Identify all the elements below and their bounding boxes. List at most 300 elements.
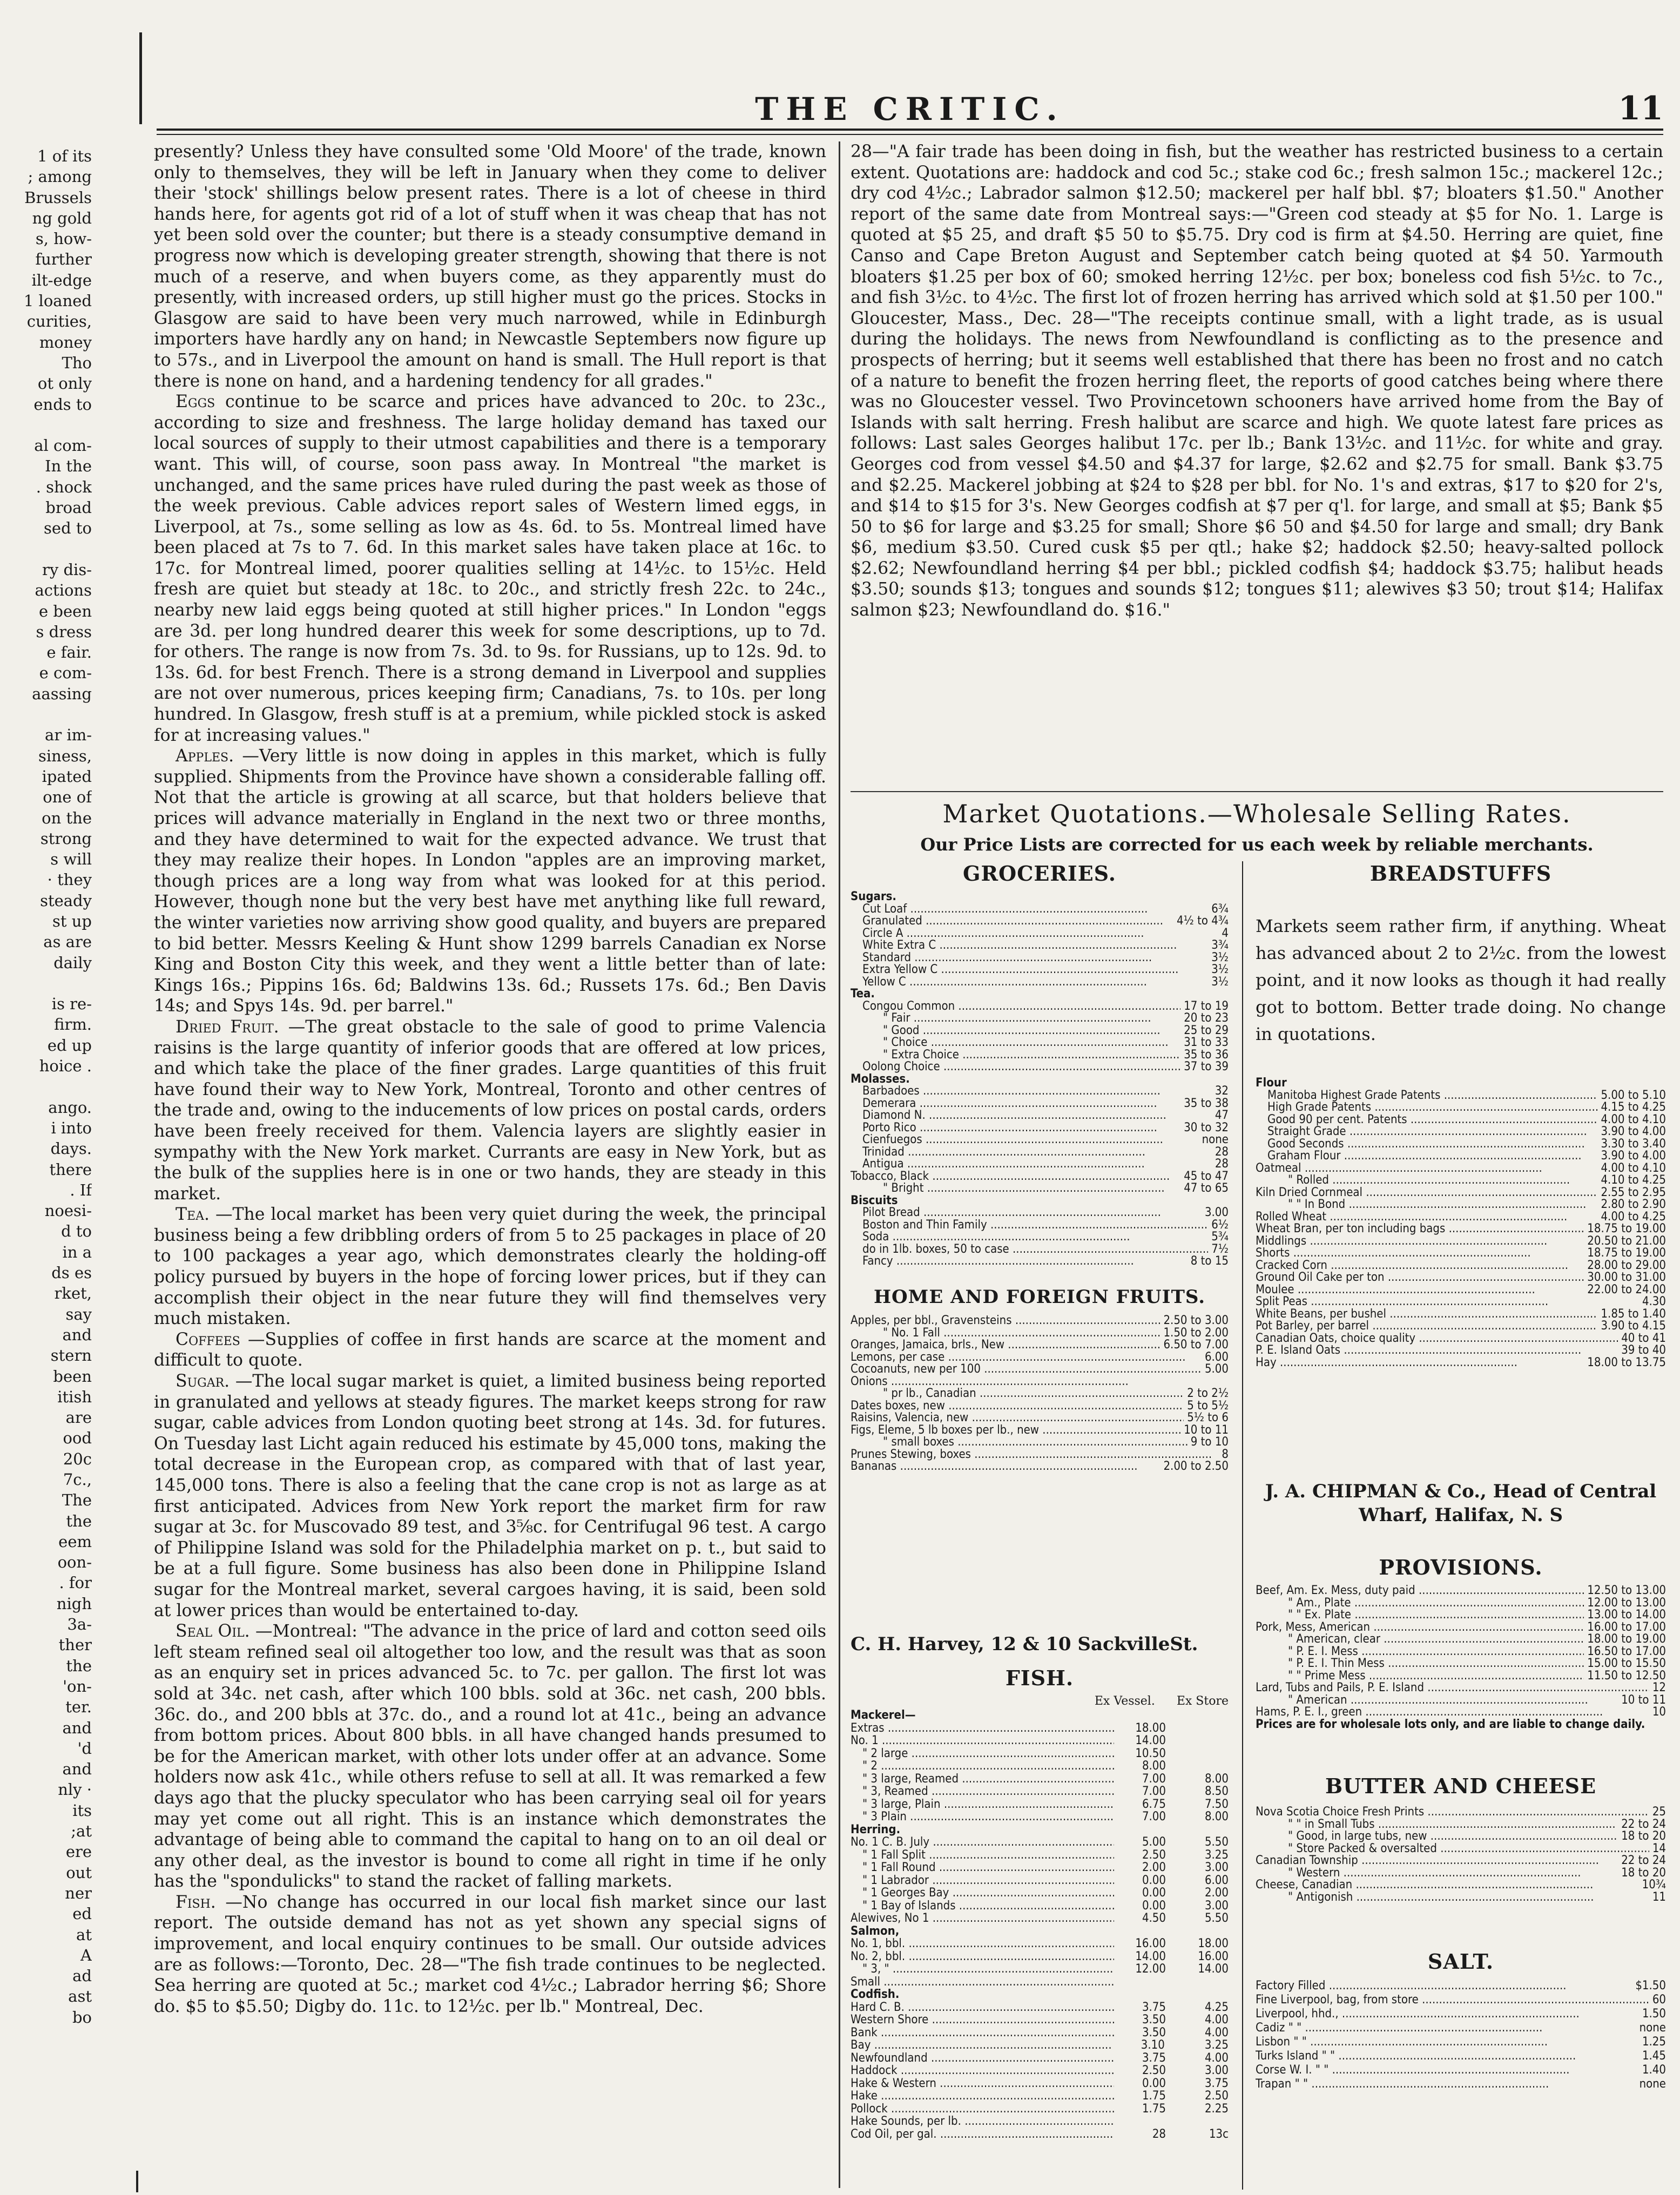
fragment-line: Tho <box>62 353 92 372</box>
fragment-line: and <box>62 1760 92 1779</box>
price-item-value: 12.50 to 13.00 <box>1587 1584 1666 1597</box>
price-row <box>851 891 1229 903</box>
price-item-value <box>1007 1988 1058 2001</box>
fragment-line: s, how- <box>35 229 92 248</box>
price-item-label: " 2 ..... <box>851 1760 1114 1773</box>
price-item-value: 6.75 <box>1142 1797 1166 1811</box>
price-item-label: " American, clear ..... <box>1256 1633 1584 1646</box>
price-row <box>851 1900 1229 1913</box>
fragment-line: actions <box>35 581 92 600</box>
price-item-value: none <box>1639 2021 1666 2035</box>
price-row <box>1256 1320 1666 1333</box>
price-item-label: Canadian Oats, choice quality ..... <box>1256 1333 1618 1345</box>
price-item-value: 12.00 <box>1135 1962 1166 1976</box>
price-item-value: 22 to 24 <box>1621 1817 1666 1831</box>
price-item-value: 14.00 <box>1135 1734 1166 1747</box>
price-item-value: 4.10 to 4.25 <box>1601 1173 1666 1187</box>
price-item-value: 11 <box>1652 1890 1666 1904</box>
fragment-line: . shock <box>36 477 92 496</box>
price-item-value: $1.50 <box>1635 1979 1666 1993</box>
price-item-value: 1.40 <box>1642 2063 1666 2077</box>
price-item-value: 4.00 to 4.10 <box>1601 1112 1666 1126</box>
market-quotations-subtitle: Our Price Lists are corrected for us each week by reliable merchants. <box>920 834 1594 855</box>
price-row <box>1256 1806 1666 1819</box>
price-row <box>1256 2049 1666 2063</box>
article-paragraph: 28—"A fair trade has been doing in fish, but the weather has restricted business to a certain extent. Quotations are: haddock and cod 5c.; stake cod 6c.; fresh salmon 15c.; mackerel 12c.; dry cod 4½c.; Labrador salmon $12.50; mackerel per half bbl. $7; bloaters $1.50." Another report of the same date from Montreal says:—"Green cod steady at $5 for No. 1. Large is quoted at $5 25, and draft $5 50 to $5.75. Dry cod is firm at $4.50. Herring are quiet, fine Canso and Cape Breton August and September catch being quoted at $4 50. Yarmouth bloaters $1.25 per box of 60; smoked herring 12½c. per box; boneless cod fish 5½c. to 7c., and fish 3½c. to 4½c. The first lot of frozen herring has arrived which sold at $1.50 per 100." Gloucester, Mass., Dec. 28—"The receipts continue small, with a light trade, as is usual during the holidays. The news from Newfoundland is conflicting as to the presence and prospects of herring; but it seems well established that there has been no frost and no catch of a nature to benefit the frozen herring fleet, the reports of good catches being where there was no Gloucester vessel. Two Provincetown schooners have arrived home from the Bay of Islands with salt herring. Fresh halibut are scarce and high. We quote latest fare prices as follows: Last sales Georges halibut 17c. per lb.; Bank 13½c. and 11½c. for white and gray. Georges cod from vessel $4.50 and $4.37 for large, $2.62 and $2.75 for small. Bank $3.75 and $2.25. Mackerel jobbing at $24 to $28 per bbl. for No. 1's and extras, $17 to $20 for 2's, and $14 to $15 for 3's. New Georges codfish at $7 per q'l. for large, and small at $5; Bank $5 50 to $6 for large and $3.25 for small; Shore $6 50 and $4.50 for large and small; dry Bank $6, medium $3.50. Cured cusk $5 per qtl.; hake $2; haddock $2.50; heavy-salted pollock $2.62; Newfoundland herring $4 per bbl.; pickled codfish $4; haddock $3.75; halibut heads $3.50; sounds $13; tongues and sounds $12; tongues $11; alewives $3 50; trout $14; Halifax salmon $23; Newfoundland do. $16." <box>851 142 1663 620</box>
fragment-line: s will <box>50 850 92 869</box>
price-item-value: none <box>1202 1133 1229 1146</box>
price-item-label: " 3, Reamed ..... <box>851 1785 1114 1798</box>
price-item-value: 18.00 <box>1135 1721 1166 1735</box>
fragment-line: stern <box>50 1346 92 1365</box>
price-item-store-value: 4.00 <box>1204 2013 1229 2027</box>
price-item-label: Standard ..... <box>851 952 1152 964</box>
fragment-line: ner <box>65 1883 92 1902</box>
price-item-label: Fine Liverpool, bag, from store ..... <box>1256 1993 1649 2007</box>
price-item-value: 35 to 38 <box>1184 1096 1229 1110</box>
fragment-line: In the <box>45 457 92 476</box>
price-item-value: 6.00 <box>1204 1350 1229 1364</box>
price-item-label: " P. E. I. Mess ..... <box>1256 1646 1584 1658</box>
price-item-value: 0.00 <box>1142 1873 1166 1887</box>
price-row <box>1256 1585 1666 1597</box>
fragment-line: 1 loaned <box>23 292 92 310</box>
price-item-value: 18.00 to 13.75 <box>1587 1355 1666 1369</box>
fragment-line: s dress <box>36 622 92 641</box>
fruits-heading: HOME AND FOREIGN FRUITS. <box>873 1286 1206 1308</box>
price-item-value: 20 to 23 <box>1184 1011 1229 1025</box>
price-item-label: " Western ..... <box>1256 1867 1581 1880</box>
price-row <box>851 2052 1229 2065</box>
article-paragraph <box>154 1329 826 1371</box>
fragment-line: and <box>62 1718 92 1737</box>
article-column-1 <box>154 141 826 2188</box>
price-row <box>1256 1357 1666 1369</box>
price-item-label: Canadian Township ..... <box>1256 1855 1599 1867</box>
price-row <box>851 1874 1229 1887</box>
price-item-label: No. 1, bbl. ..... <box>851 1937 1114 1950</box>
price-item-value: 10 to 11 <box>1184 1423 1229 1437</box>
price-item-value: 25 to 29 <box>1184 1023 1229 1037</box>
price-item-store-value: 8.50 <box>1204 1785 1229 1798</box>
price-row <box>851 2115 1229 2128</box>
price-item-label: Tea. <box>851 988 875 1001</box>
price-row <box>1256 1077 1666 1090</box>
fragment-line: Brussels <box>24 188 92 207</box>
groceries-price-list <box>851 891 1229 1268</box>
fragment-line <box>0 704 92 725</box>
price-item-value: 3.75 <box>1142 2051 1166 2065</box>
price-item-value: 10 to 11 <box>1621 1693 1666 1707</box>
price-item-label: Bay ..... <box>851 2039 1112 2052</box>
price-item-store-value: 4.00 <box>1204 2051 1229 2065</box>
price-row <box>851 1937 1229 1950</box>
price-row <box>851 2090 1229 2103</box>
price-item-label: Prices are for wholesale lots only, and are liable to change daily. <box>1256 1718 1645 1731</box>
price-item-label: Hake & Western ..... <box>851 2077 1114 2090</box>
fragment-line <box>0 539 92 559</box>
price-row <box>851 1085 1229 1098</box>
price-item-value: 6½ <box>1211 1218 1229 1232</box>
fragment-line: and <box>62 1325 92 1344</box>
article-paragraph <box>154 1892 826 2017</box>
column-divider <box>1242 861 1243 2190</box>
fragment-line: . If <box>70 1180 92 1199</box>
price-row <box>851 2001 1229 2014</box>
price-item-label: " 1 Fall Round ..... <box>851 1861 1114 1874</box>
price-item-value: 4.00 to 4.10 <box>1601 1161 1666 1175</box>
price-row <box>851 1073 1229 1086</box>
price-item-label: Barbadoes ..... <box>851 1085 1161 1098</box>
price-item-label: No. 2, bbl. ..... <box>851 1950 1114 1963</box>
price-row <box>851 1244 1229 1256</box>
price-item-label: Lard, Tubs and Pails, P. E. Island ..... <box>1256 1682 1649 1694</box>
fragment-line: ere <box>65 1842 92 1861</box>
price-row <box>1256 1831 1666 1843</box>
price-item-label: " Store Packed & oversalted ..... <box>1256 1843 1649 1855</box>
price-row <box>1256 1174 1666 1187</box>
price-row <box>851 1424 1229 1437</box>
price-item-value: 1.25 <box>1642 2035 1666 2049</box>
price-item-value <box>1114 2115 1166 2128</box>
provisions-price-list <box>1256 1585 1666 1731</box>
paragraph-lead: Dried Fruit. <box>176 1017 279 1037</box>
fragment-line: days. <box>50 1139 92 1158</box>
price-item-value: 9 to 10 <box>1190 1435 1229 1449</box>
price-row <box>851 1219 1229 1232</box>
price-item-label: Manitoba Highest Grade Patents ..... <box>1256 1090 1597 1102</box>
paragraph-lead: Tea. <box>176 1205 210 1225</box>
price-item-value: 4½ to 4¾ <box>1177 914 1229 928</box>
price-row <box>851 1110 1229 1122</box>
fragment-line: eem <box>58 1532 92 1551</box>
price-item-value: 47 to 65 <box>1184 1181 1229 1195</box>
price-item-value: 8 <box>1222 1447 1229 1461</box>
price-item-value: 4.50 <box>1142 1912 1166 1925</box>
price-item-store-value <box>1166 1976 1229 1989</box>
fragment-line: d to <box>61 1222 92 1241</box>
breadstuffs-merchant-credit: J. A. CHIPMAN & Co., Head of Central Wharf, Halifax, N. S <box>1265 1481 1657 1526</box>
price-item-label: Corse W. I. " " ..... <box>1256 2063 1570 2077</box>
article-column-2 <box>851 141 1663 781</box>
price-row <box>851 1327 1229 1340</box>
price-item-label: " 3 Plain ..... <box>851 1811 1114 1823</box>
price-item-label: Antigua ..... <box>851 1158 1145 1171</box>
fragment-line: ds es <box>51 1264 92 1282</box>
price-row <box>851 1231 1229 1244</box>
price-item-store-value: 16.00 <box>1198 1949 1229 1963</box>
price-row <box>851 2103 1229 2116</box>
fragment-line: one of <box>43 788 92 807</box>
price-row <box>851 2027 1229 2039</box>
price-item-value: 39 to 40 <box>1621 1343 1666 1357</box>
page-margin-mark <box>139 32 142 124</box>
price-item-store-value: 2.25 <box>1204 2102 1229 2116</box>
price-item-value: 18.00 to 19.00 <box>1587 1632 1666 1646</box>
price-row <box>851 1158 1229 1171</box>
salt-price-list <box>1256 1979 1666 2091</box>
price-item-value: 28 <box>1215 1145 1229 1159</box>
price-item-label: Pilot Bread ..... <box>851 1207 1161 1219</box>
price-row <box>851 1709 1229 1722</box>
price-item-label: Lemons, per case ..... <box>851 1352 1186 1364</box>
paragraph-lead: Sugar. <box>176 1372 230 1392</box>
price-item-value: 5¾ <box>1211 1230 1229 1244</box>
fish-column-headers <box>851 1694 1229 1708</box>
price-item-value: 2.00 <box>1142 1861 1166 1874</box>
fragment-line: sed to <box>44 519 92 538</box>
fragment-line: its <box>72 1801 92 1820</box>
fragment-line: are <box>65 1408 92 1427</box>
price-row <box>851 1773 1229 1786</box>
price-item-label: Moulee ..... <box>1256 1284 1535 1296</box>
price-item-value: 11.50 to 12.50 <box>1587 1669 1666 1683</box>
price-item-value: 13.00 to 14.00 <box>1587 1608 1666 1622</box>
price-row <box>851 1037 1229 1049</box>
price-item-label: Biscuits <box>851 1194 898 1207</box>
price-row <box>851 1849 1229 1862</box>
price-row <box>1256 1670 1666 1683</box>
fragment-line: ar im- <box>45 726 92 745</box>
price-item-label: Porto Rico ..... <box>851 1122 1157 1134</box>
fragment-line: been <box>53 1367 92 1386</box>
price-item-value: 32 <box>1215 1084 1229 1098</box>
price-row <box>1256 1235 1666 1248</box>
price-item-store-value <box>1166 1760 1229 1773</box>
price-row <box>851 1400 1229 1413</box>
price-item-value: 17 to 19 <box>1184 999 1229 1013</box>
price-row <box>851 1963 1229 1976</box>
price-row <box>1256 1609 1666 1622</box>
fragment-line: bo <box>72 2008 92 2027</box>
article-paragraph <box>154 141 826 391</box>
price-row <box>1256 1719 1666 1731</box>
paragraph-text: —Very little is now doing in apples in this market, which is fully supplied. Shipments from the Province have shown a considerable falling off. Not that the article is growing at all scarce, but that holders believe that prices will advance materially in England in the next two or three months, and they have determined to wait for the expected advance. We trust that they may realize their hopes. In London "apples are an improving market, though prices are a long way from what was looked for at this period. However, though none but the very best have met anything like full reward, the winter varieties now arriving show good quality, and buyers are prepared to bid better. Messrs Keeling & Hunt show 1299 barrels Canadian ex Norse King and Boston City this week, and they went a little better than of late: Kings 16s.; Pippins 16s. 6d; Baldwins 13s. 6d.; Russets 17s. 6d.; Ben Davis 14s; and Spys 14s. 9d. per barrel." <box>154 746 826 1016</box>
price-item-label: " Antigonish ..... <box>1256 1892 1594 1904</box>
page-header <box>157 86 1663 127</box>
price-item-value: 2 to 2½ <box>1187 1387 1229 1400</box>
price-item-value: 3¾ <box>1211 938 1229 952</box>
price-item-label: Bananas ..... <box>851 1461 1138 1473</box>
price-item-label: Newfoundland ..... <box>851 2052 1114 2065</box>
fragment-line: at <box>76 1925 92 1944</box>
price-item-label: Pot Barley, per barrel ..... <box>1256 1320 1597 1333</box>
price-row <box>1256 2077 1666 2091</box>
price-item-label: Pork, Mess, American ..... <box>1256 1622 1584 1634</box>
price-item-value: 18.75 to 19.00 <box>1587 1246 1666 1260</box>
price-item-store-value: 13c <box>1209 2127 1229 2141</box>
fragment-line: 1 of its <box>37 147 92 165</box>
price-row <box>1256 2007 1666 2021</box>
price-row <box>851 1412 1229 1424</box>
price-row <box>1256 1187 1666 1199</box>
price-item-value: 6.50 to 7.00 <box>1163 1338 1229 1352</box>
fragment-line: ends to <box>33 395 92 414</box>
price-item-value: 0.00 <box>1142 1886 1166 1900</box>
price-row <box>1256 1138 1666 1151</box>
fragment-line: ipated <box>42 767 92 786</box>
price-item-label: Factory Filled ..... <box>1256 1979 1567 1993</box>
price-item-label: " Good, in large tubs, new ..... <box>1256 1831 1618 1843</box>
price-item-label: " P. E. I. Thin Mess ..... <box>1256 1658 1584 1670</box>
price-item-label: Haddock ..... <box>851 2064 1114 2077</box>
paragraph-text: —Montreal: "The advance in the price of lard and cotton seed oils left steam refined seal oil altogether too low, and the result was that as soon as an enquiry set in prices advanced 5c. to 7c. per gallon. The first lot was sold at 34c. net cash, after which 100 bbls. sold at 36c. net cash, 200 bbls. 36c. do., and 200 bbls at 37c. do., and a round lot at 41c., being an advance from bottom prices. About 800 bbls. in all have changed hands presumed to be for the American market, with other lots under offer at an advance. Some holders now ask 41c., while others refuse to sell at all. It was remarked a few days ago that the plucky speculator who has been carrying seal oil for years may yet come out all right. This is an instance which demonstrates the advantage of being able to command the capital to hang on to an oil deal or any other deal, as the investor is bound to come all right in time if he only has the "spondulicks" to stand the racket of falling markets. <box>154 1622 826 1892</box>
price-item-label: Small ..... <box>851 1976 1114 1989</box>
price-row <box>1256 1633 1666 1646</box>
price-item-value: 5.00 <box>1204 1362 1229 1376</box>
price-item-label: " 1 Fall Split ..... <box>851 1849 1114 1862</box>
price-item-label: No. 1 ..... <box>851 1734 1114 1747</box>
fragment-line: say <box>65 1305 92 1323</box>
price-item-value: 2.55 to 2.95 <box>1601 1185 1666 1199</box>
price-item-value: 3.90 to 4.00 <box>1601 1149 1666 1163</box>
price-item-label: Extras ..... <box>851 1722 1114 1735</box>
price-item-value: 25 <box>1652 1805 1666 1819</box>
price-item-label: " Good ..... <box>851 1025 1161 1037</box>
price-item-label: Wheat Bran, per ton including bags ..... <box>1256 1223 1584 1235</box>
price-item-value <box>1007 1823 1059 1836</box>
price-item-label: Bank ..... <box>851 2027 1114 2039</box>
fragment-line: ed <box>72 1904 92 1923</box>
price-row <box>1256 1090 1666 1102</box>
price-item-value: 3.90 to 4.00 <box>1601 1125 1666 1138</box>
price-row <box>851 1012 1229 1025</box>
price-item-value: 22 to 24 <box>1621 1854 1666 1867</box>
price-item-value: 18 to 20 <box>1621 1866 1666 1880</box>
price-item-label: " 1 Bay of Islands ..... <box>851 1900 1114 1913</box>
price-item-value: 14.00 <box>1135 1949 1166 1963</box>
price-item-value: 18.75 to 19.00 <box>1587 1222 1666 1235</box>
price-item-store-value: 3.25 <box>1204 1848 1229 1862</box>
price-row <box>851 1760 1229 1773</box>
price-item-label: Kiln Dried Cornmeal ..... <box>1256 1187 1597 1199</box>
price-item-label: " Am., Plate ..... <box>1256 1597 1584 1610</box>
price-item-label: White Extra C ..... <box>851 940 1177 952</box>
price-row <box>851 1785 1229 1798</box>
groceries-heading: GROCERIES. <box>963 861 1116 886</box>
price-row <box>851 1836 1229 1849</box>
price-row <box>851 940 1229 952</box>
price-item-label: " 1 Georges Bay ..... <box>851 1887 1114 1900</box>
fragment-line: ad <box>72 1967 92 1985</box>
header-rule <box>157 129 1663 131</box>
price-item-value: 3.10 <box>1141 2038 1165 2052</box>
price-row <box>851 915 1229 928</box>
fragment-line: ot only <box>37 374 92 393</box>
price-item-value: 3½ <box>1211 975 1229 989</box>
price-item-label: Beef, Am. Ex. Mess, duty paid ..... <box>1256 1585 1584 1597</box>
price-row <box>851 1747 1229 1760</box>
price-item-label: Middlings ..... <box>1256 1235 1547 1248</box>
price-item-value: 5 to 5½ <box>1187 1399 1229 1413</box>
price-item-label: Molasses. <box>851 1073 910 1085</box>
paragraph-text: —The local sugar market is quiet, a limited business being reported in granulated and yellows at steady figures. The market keeps strong for raw sugar, cable advices from London quoting beet strong at 14s. 3d. for futures. On Tuesday last Licht again reduced his estimate by 45,000 tons, making the total decrease in the European crop, as compared with that of last year, 145,000 tons. There is also a feeling that the cane crop is not as large as at first anticipated. Advices from New York report the market firm for raw sugar at 3c. for Muscovado 89 test, and 3⅝c. for Centrifugal 96 test. A cargo of Philippine Island was sold for the Philadelphia market on p. t., but said to be at a full figure. Some business has also been done in Philippine Island sugar for the Montreal market, several cargoes having, it is said, been sold at lower prices than would be entertained to-day. <box>154 1372 826 1620</box>
price-row <box>1256 1658 1666 1670</box>
price-item-value: 5½ to 6 <box>1187 1411 1229 1424</box>
price-item-label: Hake Sounds, per lb. ..... <box>851 2115 1114 2128</box>
paragraph-lead: Seal Oil. <box>176 1622 250 1642</box>
fragment-line: i into <box>51 1118 92 1137</box>
butter-cheese-heading: BUTTER AND CHEESE <box>1325 1774 1597 1798</box>
price-row <box>851 1436 1229 1449</box>
price-row <box>1256 1296 1666 1308</box>
price-row <box>1256 1979 1666 1993</box>
price-row <box>1256 1247 1666 1260</box>
price-item-label: " Fair ..... <box>851 1012 1151 1025</box>
price-item-label: Straight Grade ..... <box>1256 1126 1587 1138</box>
price-item-label: Diamond N. ..... <box>851 1110 1166 1122</box>
fragment-line: ood <box>63 1429 92 1448</box>
paragraph-lead: Apples. <box>176 746 234 766</box>
price-item-label: Shorts ..... <box>1256 1247 1531 1260</box>
price-row <box>851 1315 1229 1327</box>
price-item-label: Fancy ..... <box>851 1255 1134 1268</box>
fragment-line: hoice . <box>39 1057 92 1076</box>
paragraph-lead: Coffees <box>176 1329 240 1349</box>
fragment-line: . for <box>59 1573 92 1592</box>
price-item-store-value: 3.00 <box>1204 1899 1229 1913</box>
price-item-value: 2.50 <box>1142 1848 1166 1862</box>
price-item-value: 4.30 <box>1642 1295 1666 1308</box>
price-item-label: do in 1lb. boxes, 50 to case ..... <box>851 1244 1208 1256</box>
price-item-value: 1.50 <box>1642 2007 1666 2021</box>
fragment-line: ilt-edge <box>31 271 92 289</box>
fragment-line: A <box>80 1946 92 1964</box>
fragment-line: ; among <box>28 167 92 186</box>
fragment-line: the <box>66 1511 92 1530</box>
price-row <box>851 1049 1229 1062</box>
fragment-line: is re- <box>51 995 92 1014</box>
price-row <box>1256 1114 1666 1126</box>
price-item-label: Liverpool, hhd., ..... <box>1256 2007 1580 2021</box>
price-item-value: 3.00 <box>1204 1206 1229 1219</box>
price-item-value: 7.00 <box>1142 1810 1166 1823</box>
fragment-line: out <box>66 1863 92 1882</box>
fragment-line: curities, <box>26 312 92 331</box>
price-item-store-value: 7.50 <box>1204 1797 1229 1811</box>
paragraph-text: presently? Unless they have consulted some 'Old Moore' of the trade, known only to themselves, they will be left in January when they come to deliver their 'stock' shillings below present rates. There is a lot of cheese in third hands here, for agents got rid of a lot of stuff when it was cheap that has not yet been sold over the counter; but there is a steady consumptive demand in progress now which is developing greater strength, showing that there is not much of a reserve, and when buyers come, as they apparently must do presently, with increased orders, up still higher must go the prices. Stocks in Glasgow are said to have been very much narrowed, while in Edinburgh importers have hardly any on hand; in Newcastle Septembers now figure up to 57s., and in Liverpool the amount on hand is small. The Hull report is that there is none on hand, and a hardening tendency for all grades." <box>154 142 826 391</box>
price-item-value <box>1015 1709 1067 1722</box>
fragment-line: noesi- <box>44 1201 92 1220</box>
price-row <box>851 1887 1229 1900</box>
price-row <box>1256 2021 1666 2035</box>
price-item-label: Granulated ..... <box>851 915 1163 928</box>
price-item-value: 10¾ <box>1642 1878 1666 1892</box>
price-item-label: Rolled Wheat ..... <box>1256 1211 1567 1224</box>
fragment-line: · they <box>47 870 92 889</box>
price-item-label: Hake ..... <box>851 2090 1114 2103</box>
paragraph-text: —The great obstacle to the sale of good to prime Valencia raisins is the large quantity of inferior goods that are offered at low prices, and which take the place of the finer grades. Large quantities of this fruit have found their way to New York, Montreal, Toronto and other centres of the trade and, owing to the inducements of low prices on postal cards, orders have been freely received for them. Valencia layers are slightly easier in sympathy with the New York market. Currants are easy in New York, but as the bulk of the supplies here is in one or two hands, they are steady in this market. <box>154 1017 826 1204</box>
price-item-value: 0.00 <box>1142 2076 1166 2090</box>
price-item-value: 2.00 to 2.50 <box>1163 1460 1229 1473</box>
price-row <box>851 1988 1229 2001</box>
price-item-label: " No. 1 Fall ..... <box>851 1327 1160 1340</box>
price-item-value <box>1007 1925 1058 1938</box>
price-row <box>1256 1855 1666 1867</box>
price-row <box>851 1352 1229 1364</box>
paragraph-lead: Eggs <box>176 392 215 412</box>
price-item-label: Hard C. B. ..... <box>851 2001 1114 2014</box>
price-item-value <box>1225 1195 1229 1207</box>
fragment-line: itish <box>57 1387 92 1406</box>
price-item-label: Oolong Choice ..... <box>851 1061 1180 1073</box>
price-item-label: Apples, per bbl., Gravensteins ..... <box>851 1315 1160 1327</box>
header-rule <box>157 134 1663 135</box>
price-row <box>851 1376 1229 1388</box>
price-item-label: Tobacco, Black ..... <box>851 1171 1170 1183</box>
paragraph-text: —Supplies of coffee in first hands are scarce at the moment and difficult to quote. <box>154 1329 826 1370</box>
butter-cheese-price-list <box>1256 1806 1666 1903</box>
